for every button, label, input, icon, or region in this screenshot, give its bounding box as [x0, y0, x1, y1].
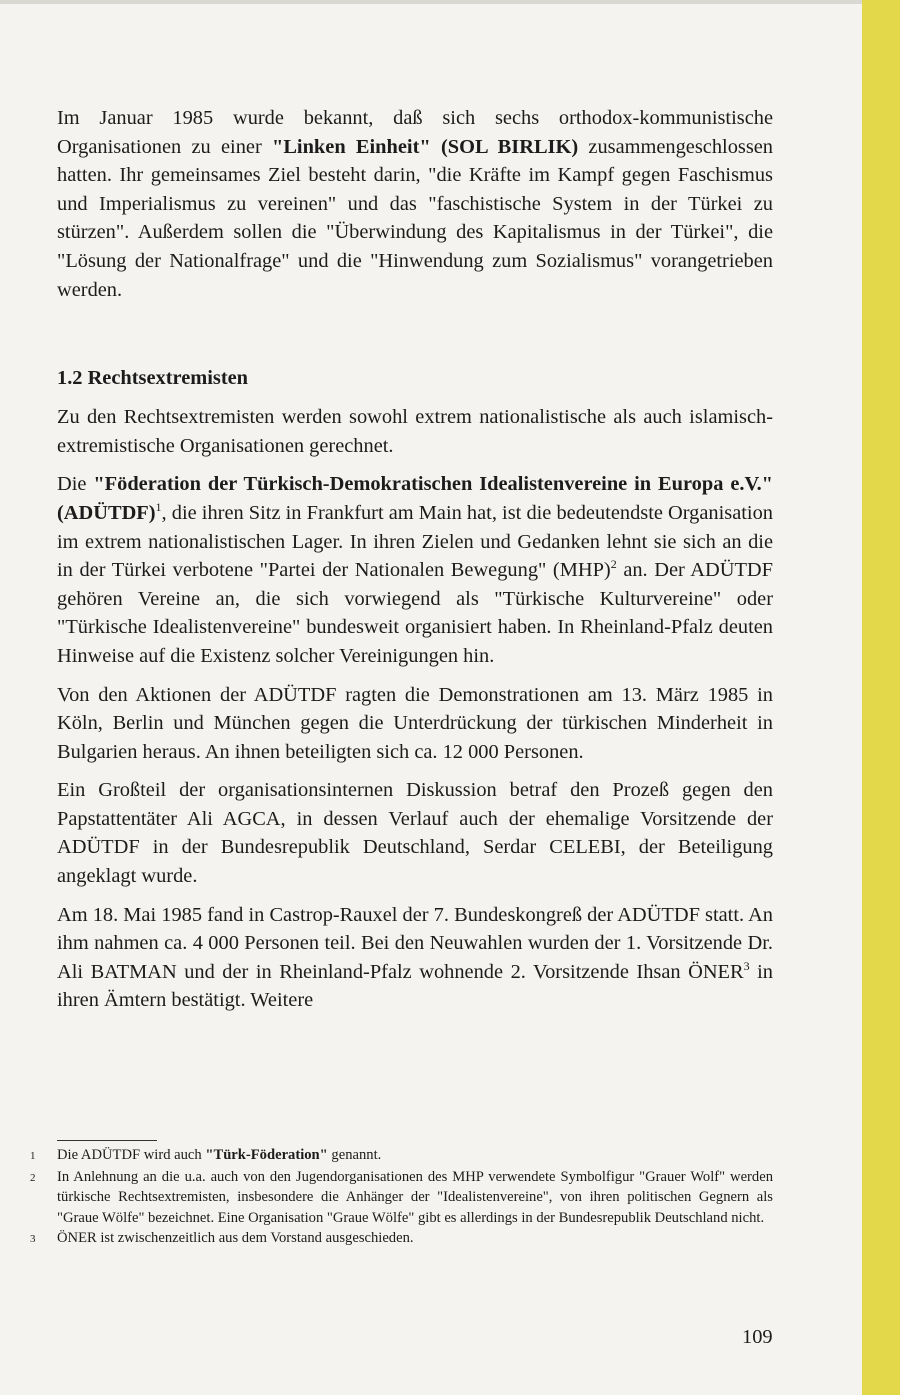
paragraph-sol-birlik	[57, 104, 773, 304]
page-edge-stripe	[862, 0, 900, 1395]
footnote-ref-1[interactable]: 1	[155, 499, 162, 514]
text-run: genannt.	[327, 1147, 382, 1163]
footnote-number: 2	[30, 1171, 36, 1184]
paragraph-demonstrationen: Von den Aktionen der ADÜTDF ragten die Demonstrationen am 13. März 1985 in Köln, Berlin und München gegen die Unterdrückung der türkischen Minderheit in Bulgarien heraus. An ihnen beteiligten sich ca. 12 000 Personen.	[57, 683, 773, 763]
footnote-text	[57, 1145, 773, 1167]
text-run: zusammengeschlossen hatten. Ihr gemeinsames Ziel besteht darin, "die Kräfte im Kampf gegen Faschismus und Imperialismus zu vereinen" und das "faschistische System in der Türkei zu stürzen". Außerdem sollen die "Überwindung des Kapitalismus in der Türkei", die "Lösung der Nationalfrage" und die "Hinwendung zum Sozialismus" vorangetrieben werden.	[57, 135, 774, 301]
footnote-ref-2[interactable]: 2	[610, 557, 617, 572]
page-body	[57, 104, 773, 1015]
scan-top-edge	[0, 0, 900, 4]
text-run: an. Der ADÜTDF gehören Vereine an, die sich vorwiegend als "Türkische Kulturvereine" oder "Türkische Idealistenvereine" bundesweit organisiert haben. In Rheinland-Pfalz deuten Hinweise auf die Existenz solcher Vereinigungen hin.	[57, 559, 773, 667]
text-run: in ihren Ämtern bestätigt. Weitere	[57, 960, 773, 1012]
text-run: Im Januar 1985 wurde bekannt, daß sich sechs orthodox-kommunistische Organisationen zu einer	[57, 107, 773, 158]
footnote-number: 3	[30, 1233, 36, 1245]
section-heading: 1.2 Rechtsextremisten	[57, 367, 249, 390]
text-run: Die ADÜTDF wird auch	[57, 1147, 206, 1163]
footnote-text: In Anlehnung an die u.a. auch von den Jugendorganisationen des MHP verwendete Symbolfigur "Grauer Wolf" werden türkische Rechtsextremisten, insbesondere die Anhänger der "Idealistenvereine", von ihren politischen Gegnern als "Graue Wölfe" bezeichnet. Eine Organisation "Graue Wölfe" gibt es allerdings in der Bundesrepublik Deutschland nicht.	[57, 1168, 773, 1226]
footnotes	[30, 1145, 773, 1250]
page-number: 109	[742, 1326, 773, 1348]
paragraph-aduetdf	[57, 470, 773, 670]
paragraph-intro-rechtsextremisten: Zu den Rechtsextremisten werden sowohl extrem nationalistische als auch islamisch-extremistische Organisationen gerechnet.	[57, 406, 773, 457]
text-run: Die	[57, 473, 94, 496]
footnote-1	[30, 1145, 773, 1167]
footnote-text: ÖNER ist zwischenzeitlich aus dem Vorstand ausgeschieden.	[57, 1230, 414, 1246]
footnote-3	[30, 1228, 773, 1250]
footnote-number: 1	[30, 1150, 36, 1162]
footnote-ref-3[interactable]: 3	[743, 958, 750, 973]
paragraph-agca-prozess: Ein Großteil der organisationsinternen Diskussion betraf den Prozeß gegen den Papstattentäter Ali AGCA, in dessen Verlauf auch der ehemalige Vorsitzende der ADÜTDF in der Bundesrepublik Deutschland, Serdar CELEBI, der Beteiligung angeklagt wurde.	[57, 779, 773, 888]
emphasis-foederation: "Föderation der Türkisch-Demokratischen Idealistenvereine in Europa e.V." (ADÜTDF)	[57, 473, 773, 524]
footnote-2	[30, 1167, 773, 1229]
emphasis-tuerk-foederation: "Türk-Föderation"	[205, 1147, 328, 1163]
text-run: , die ihren Sitz in Frankfurt am Main hat, ist die bedeutendste Organisation im extrem nationalistischen Lager. In ihren Zielen und Gedanken lehnt sie sich an die in der Türkei verbotene "Partei der Nationalen Bewegung" (MHP)	[57, 501, 773, 582]
text-run: Am 18. Mai 1985 fand in Castrop-Rauxel der 7. Bundeskongreß der ADÜTDF statt. An ihm nahmen ca. 4 000 Personen teil. Bei den Neuwahlen wurden der 1. Vorsitzende Dr. Ali BATMAN und der in Rheinland-Pfalz wohnende 2. Vorsitzende Ihsan ÖNER	[57, 903, 773, 983]
footnote-separator	[57, 1140, 157, 1141]
emphasis-linke-einheit: "Linken Einheit" (SOL BIRLIK)	[272, 135, 579, 158]
paragraph-bundeskongress	[57, 901, 773, 1015]
